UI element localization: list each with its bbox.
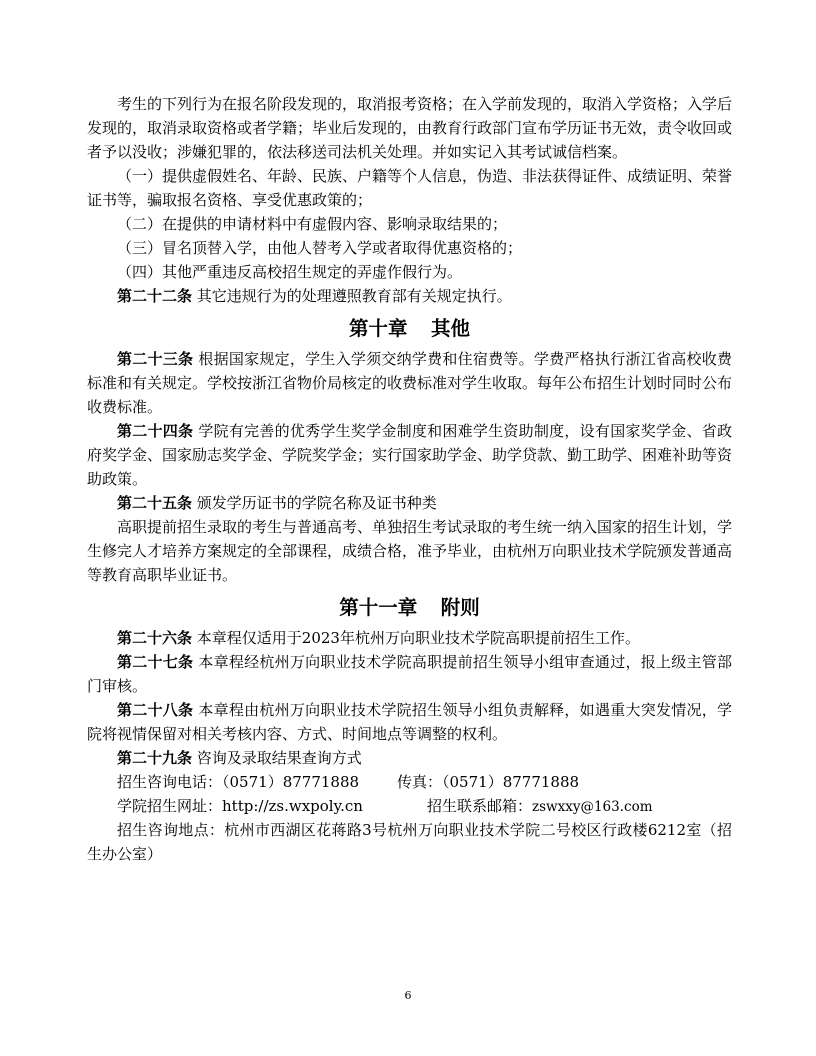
article-27-text: 本章程经杭州万向职业技术学院高职提前招生领导小组审查通过，报上级主管部门审核。: [87, 653, 732, 695]
article-22-text: 其它违规行为的处理遵照教育部有关规定执行。: [196, 287, 512, 305]
article-22-label: 第二十二条: [117, 287, 193, 305]
article-27-label: 第二十七条: [117, 653, 194, 671]
article-23-text: 根据国家规定，学生入学须交纳学费和住宿费等。学费严格执行浙江省高校收费标准和有关规定。学校按浙江省物价局核定的收费标准对学生收取。每年公布招生计划时同时公布收费标准。: [87, 350, 733, 416]
chapter-10-number: 第十章: [349, 317, 408, 340]
article-26-label: 第二十六条: [117, 629, 193, 647]
article-29-text: 咨询及录取结果查询方式: [196, 749, 362, 767]
website-link[interactable]: http://zs.wxpoly.cn: [222, 797, 363, 815]
list-item-4: （四）其他严重违反高校招生规定的弄虚作假行为。: [117, 263, 463, 281]
address-value: 杭州市西湖区花蒋路3号杭州万向职业技术学院二号校区行政楼6212室（招生办公室）: [87, 821, 732, 863]
contact-web-row: [87, 794, 732, 818]
article-27: [87, 650, 732, 698]
website-label: 学院招生网址：: [117, 797, 223, 815]
article-25: [87, 491, 732, 515]
intro-paragraph: 考生的下列行为在报名阶段发现的，取消报考资格；在入学前发现的，取消入学资格；入学后发现的，取消录取资格或者学籍；毕业后发现的，由教育行政部门宣布学历证书无效，责令收回或者予以没收；涉嫌犯罪的，依法移送司法机关处理。并如实记入其考试诚信档案。: [87, 95, 733, 161]
list-item-2: （二）在提供的申请材料中有虚假内容、影响录取结果的；: [117, 215, 508, 233]
page-number: 6: [404, 989, 412, 1002]
email-link[interactable]: zswxxy@163.com: [532, 799, 653, 815]
list-item-1: （一）提供虚假姓名、年龄、民族、户籍等个人信息，伪造、非法获得证件、成绩证明、荣誉证书等，骗取报名资格、享受优惠政策的；: [87, 167, 733, 209]
article-28-text: 本章程由杭州万向职业技术学院招生领导小组负责解释，如遇重大突发情况，学院将视情保留对相关考核内容、方式、时间地点等调整的权利。: [87, 701, 732, 743]
contact-address: [87, 818, 732, 866]
article-22: [87, 284, 732, 308]
article-28: [87, 698, 732, 746]
article-23-label: 第二十三条: [117, 350, 194, 368]
article-24: [87, 419, 732, 491]
article-25-text: 颁发学历证书的学院名称及证书种类: [196, 494, 437, 512]
chapter-11-title: 附则: [440, 596, 480, 619]
article-24-text: 学院有完善的优秀学生奖学金制度和困难学生资助制度，设有国家奖学金、省政府奖学金、国家励志奖学金、学院奖学金；实行国家助学金、助学贷款、勤工助学、困难补助等资助政策。: [87, 422, 733, 488]
list-item-3: （三）冒名顶替入学，由他人替考入学或者取得优惠资格的；: [117, 239, 523, 257]
fax-value: （0571）87771888: [442, 773, 580, 791]
article-24-label: 第二十四条: [117, 422, 194, 440]
email-label: 招生联系邮箱：: [427, 797, 533, 815]
article-29-label: 第二十九条: [117, 749, 193, 767]
phone-label: 招生咨询电话：: [117, 773, 223, 791]
article-23: [87, 347, 732, 419]
article-25-body: 高职提前招生录取的考生与普通高考、单独招生考试录取的考生统一纳入国家的招生计划，学生修完人才培养方案规定的全部课程，成绩合格，准予毕业，由杭州万向职业技术学院颁发普通高等教育高职毕业证书。: [87, 518, 733, 584]
article-28-label: 第二十八条: [117, 701, 194, 719]
chapter-10-heading: [87, 314, 732, 344]
phone-value: （0571）87771888: [222, 773, 360, 791]
address-label: 招生咨询地点：: [117, 821, 225, 839]
article-26-text: 本章程仅适用于2023年杭州万向职业技术学院高职提前招生工作。: [196, 629, 640, 647]
fax-label: 传真：: [397, 773, 443, 791]
chapter-10-title: 其他: [430, 317, 470, 340]
chapter-11-heading: [87, 593, 732, 623]
chapter-11-number: 第十一章: [339, 596, 418, 619]
contact-phone-row: [87, 770, 732, 794]
article-29: [87, 746, 732, 770]
article-25-label: 第二十五条: [117, 494, 193, 512]
article-26: [87, 626, 732, 650]
document-body: [87, 92, 732, 866]
